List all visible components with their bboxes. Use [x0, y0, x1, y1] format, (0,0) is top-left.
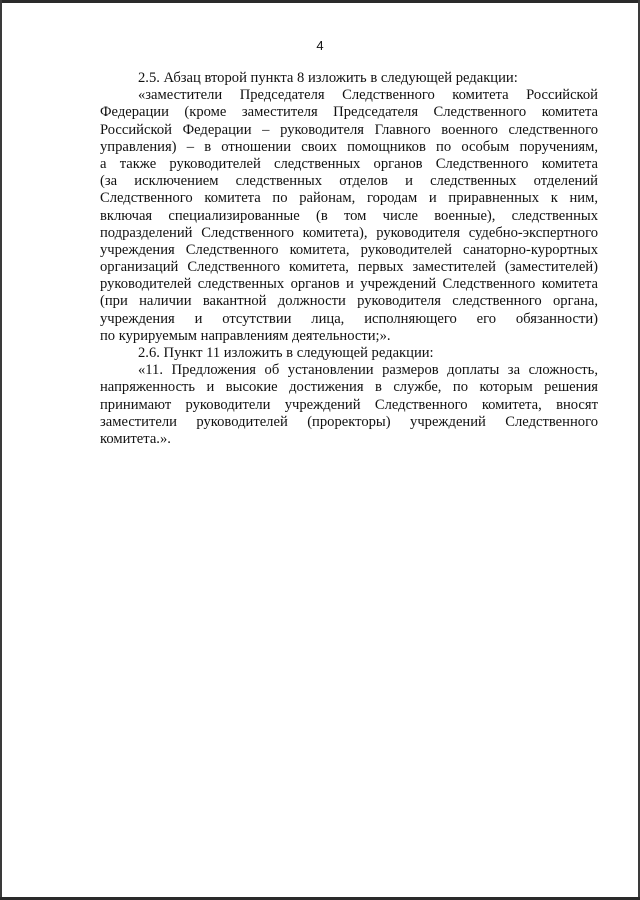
- text-line: напряженность и высокие достижения в службе, по которым решения: [100, 379, 598, 396]
- text-line: комитета.».: [100, 430, 171, 447]
- scan-edge-left: [0, 0, 2, 900]
- text-line: «11. Предложения об установлении размеров доплаты за сложность,: [138, 362, 598, 379]
- text-line: включая специализированные (в том числе военные), следственных: [100, 207, 598, 224]
- text-line: 2.5. Абзац второй пункта 8 изложить в следующей редакции:: [138, 70, 518, 86]
- text-line: подразделений Следственного комитета), руководителя судебно-экспертного: [100, 224, 598, 241]
- text-line: Российской Федерации – руководителя Главного военного следственного: [100, 121, 598, 138]
- text-line: Следственного комитета по районам, городам и приравненных к ним,: [100, 190, 598, 207]
- text-line: руководителей следственных органов и учреждений Следственного комитета: [100, 276, 598, 293]
- scan-edge-top: [0, 0, 640, 3]
- text-line: учреждения и отсутствии лица, исполняющего его обязанности): [100, 310, 598, 327]
- text-line: организаций Следственного комитета, первых заместителей (заместителей): [100, 259, 598, 276]
- text-line: принимают руководители учреждений Следственного комитета, вносят: [100, 396, 598, 413]
- text-line: Федерации (кроме заместителя Председателя Следственного комитета: [100, 104, 598, 121]
- text-line: учреждения Следственного комитета, руководителей санаторно-курортных: [100, 241, 598, 258]
- text-line: а также руководителей следственных органов Следственного комитета: [100, 155, 598, 172]
- text-line: по курируемым направлениям деятельности;».: [100, 327, 391, 344]
- text-line: «заместители Председателя Следственного комитета Российской: [138, 87, 598, 104]
- text-line: заместители руководителей (проректоры) учреждений Следственного: [100, 413, 598, 430]
- document-body: [100, 70, 598, 448]
- text-line: (за исключением следственных отделов и следственных отделений: [100, 173, 598, 190]
- page-number: 4: [316, 38, 324, 53]
- text-line: (при наличии вакантной должности руководителя следственного органа,: [100, 293, 598, 310]
- text-line: управления) – в отношении своих помощников по особым поручениям,: [100, 138, 598, 155]
- text-line: 2.6. Пункт 11 изложить в следующей редакции:: [138, 345, 434, 361]
